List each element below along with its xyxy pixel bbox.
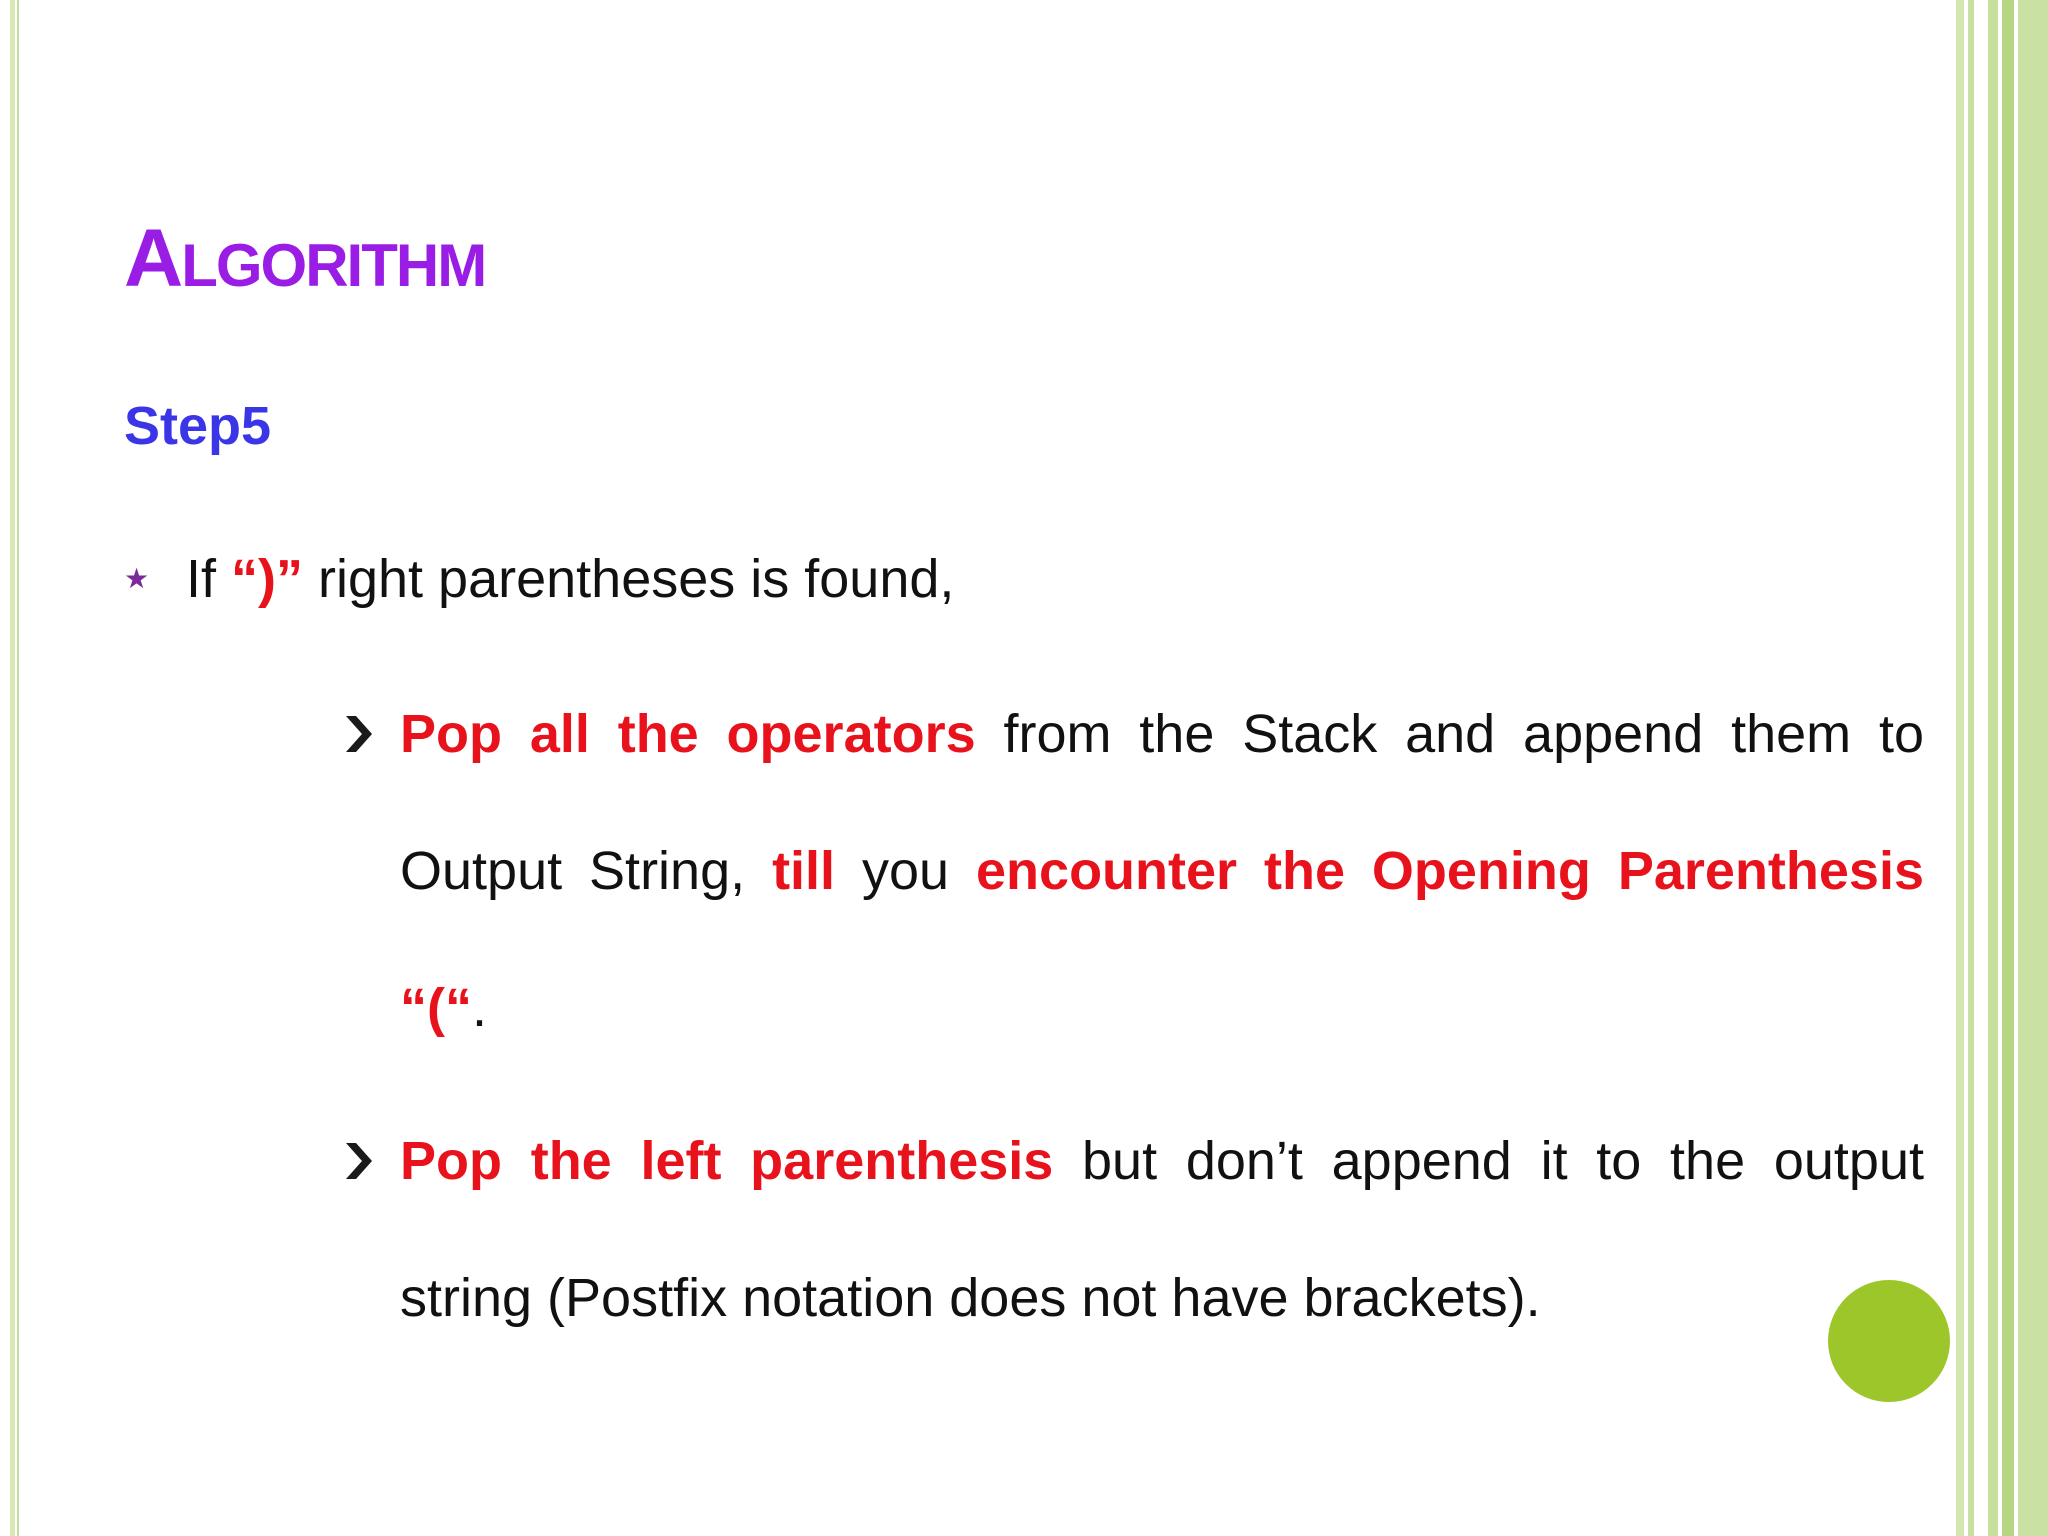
sub1-text-6: . xyxy=(471,978,487,1038)
sub-point-2 xyxy=(400,1093,1924,1367)
step-heading: Step5 xyxy=(124,396,272,456)
chevron-right-icon xyxy=(340,1141,376,1181)
bullet-highlight: “)” xyxy=(231,549,303,609)
bullet-item xyxy=(124,548,954,610)
sub1-red-3: till xyxy=(772,841,836,901)
sub1-text-2: from the Stack and append them to Output String, xyxy=(400,704,1925,901)
right-decorative-stripes xyxy=(1956,0,2048,1536)
sub1-text-4: you xyxy=(835,841,977,901)
title-rest: LGORITHM xyxy=(181,232,486,299)
left-border-line-inner xyxy=(17,0,19,1536)
bullet-prefix: If xyxy=(186,549,232,609)
slide-title xyxy=(124,212,485,306)
star-icon: ★ xyxy=(124,563,150,595)
title-first-letter: A xyxy=(124,213,182,304)
chevron-right-icon xyxy=(340,714,376,754)
sub1-red-1: Pop all the operators xyxy=(400,704,976,764)
sub-point-1 xyxy=(400,666,1924,1077)
bullet-suffix: right parentheses is found, xyxy=(303,549,955,609)
sub1-red-5: encounter the Opening Parenthesis “(“ xyxy=(400,841,1924,1038)
sub2-red-1: Pop the left parenthesis xyxy=(400,1131,1054,1191)
sub2-text-2: but don’t append it to the output string (Postfix notation does not have brackets). xyxy=(400,1131,1924,1328)
left-border-line xyxy=(10,0,15,1536)
